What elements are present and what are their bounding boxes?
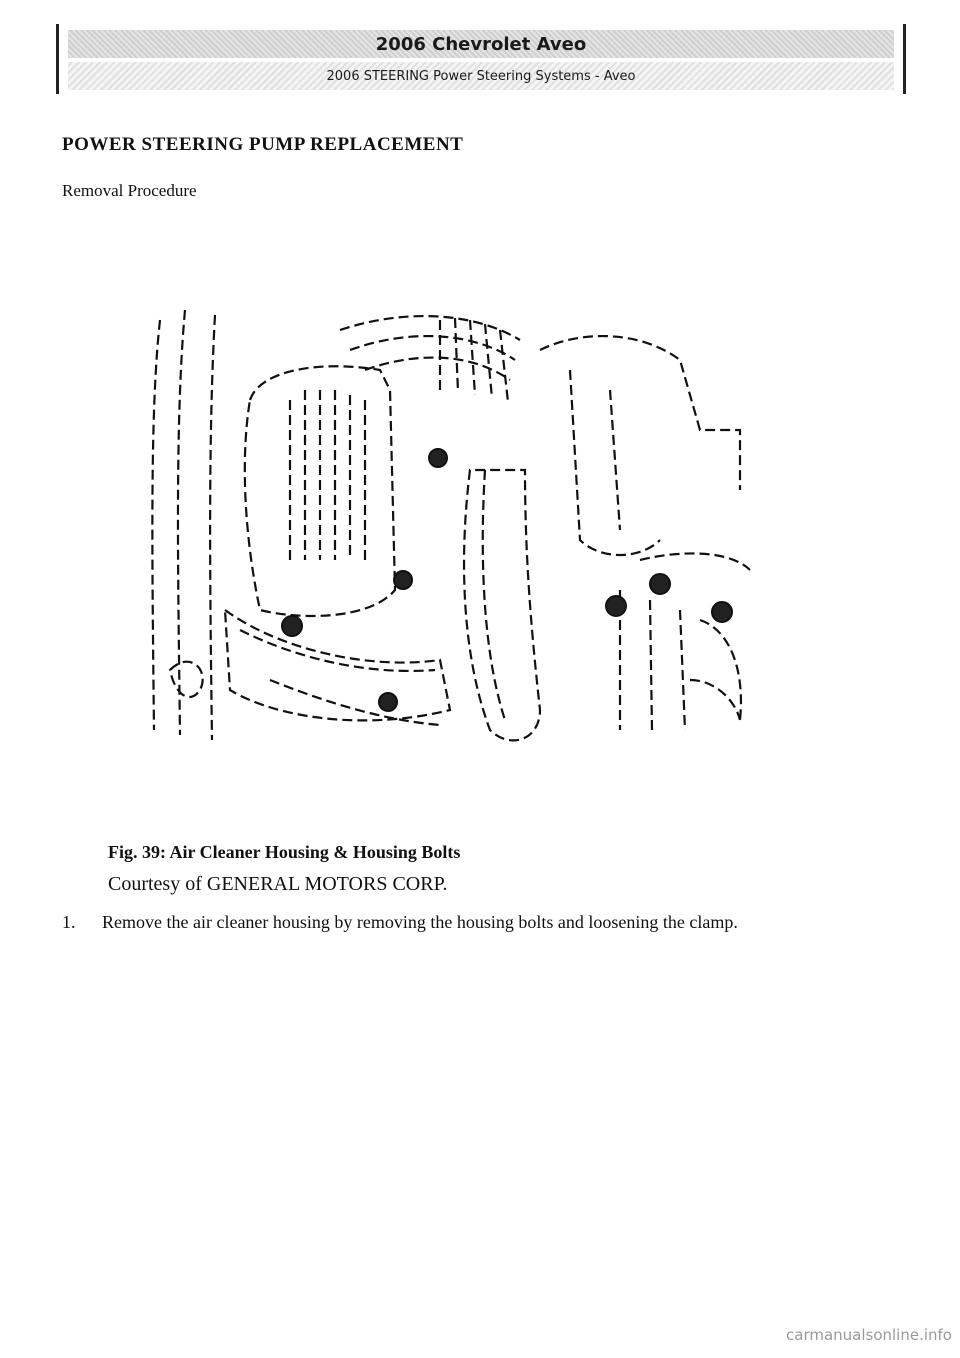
header-subtitle: 2006 STEERING Power Steering Systems - Aveo <box>68 62 894 90</box>
housing-bolt-3 <box>282 616 302 636</box>
procedure-step <box>62 905 862 939</box>
section-title: POWER STEERING PUMP REPLACEMENT <box>62 134 464 155</box>
procedure-label: Removal Procedure <box>62 181 197 200</box>
housing-bolt-1 <box>429 449 447 467</box>
housing-bolt-6 <box>606 596 626 616</box>
step-text: Remove the air cleaner housing by removing the housing bolts and loosening the clamp. <box>102 912 738 932</box>
figure-caption <box>108 836 460 900</box>
figure-caption-title: Fig. 39: Air Cleaner Housing & Housing Bolts <box>108 842 461 862</box>
housing-bolt-7 <box>712 602 732 622</box>
housing-bolt-2 <box>394 571 412 589</box>
header-title: 2006 Chevrolet Aveo <box>68 30 894 58</box>
housing-bolt-4 <box>379 693 397 711</box>
housing-bolt-5 <box>650 574 670 594</box>
watermark-text: carmanualsonline.info <box>786 1326 952 1344</box>
figure-caption-credit: Courtesy of GENERAL MOTORS CORP. <box>108 873 448 895</box>
step-number: 1. <box>62 912 76 932</box>
engine-bay-diagram <box>140 290 760 760</box>
